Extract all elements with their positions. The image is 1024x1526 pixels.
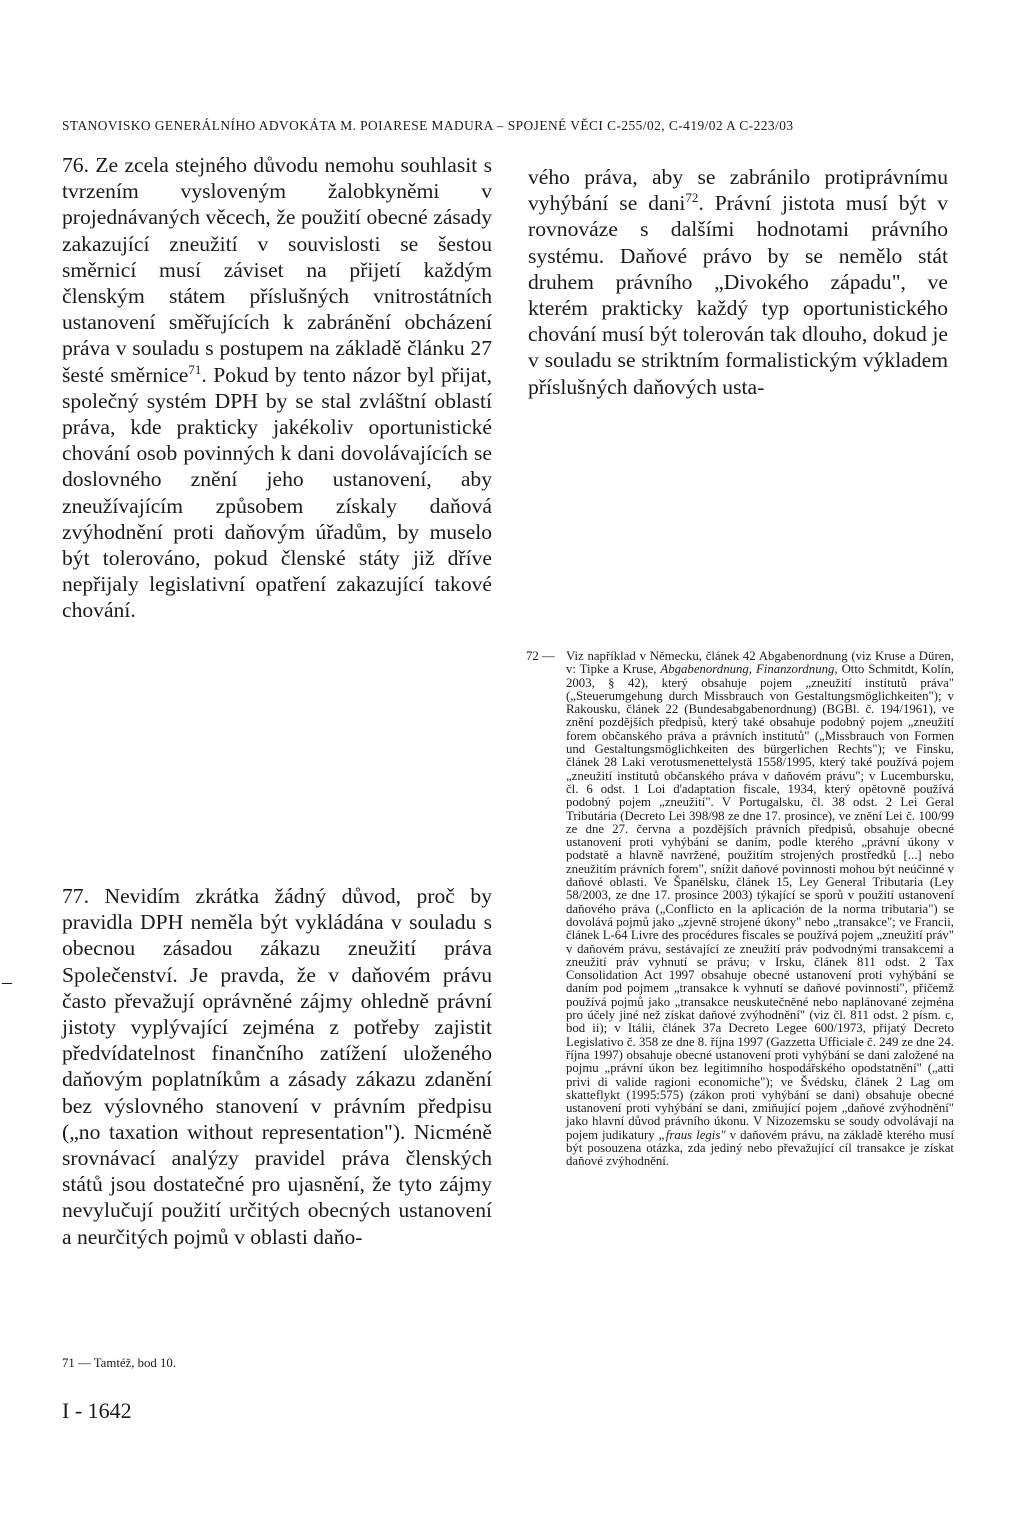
footnote-ref-71[interactable]: 71: [188, 361, 202, 377]
column-2-text-a: vého práva, aby se zabránilo protiprávnímu vyhýbání se dani: [528, 165, 948, 216]
paragraph-76-text-b: . Pokud by tento názor byl přijat, společný systém DPH by se stal zvláštní oblastí práva, kde prakticky jakékoliv oportunistické chování osob povinných k dani dovolávajících se doslovného znění jeho ustanovení, aby zneužívajícím způsobem získaly daňová zvýhodnění proti daňovým úřadům, by muselo být tolerováno, pokud členské státy již dříve nepřijaly legislativní opatření zakazující takové chování.: [62, 362, 492, 623]
footnote-ref-72[interactable]: 72: [685, 190, 699, 206]
paragraph-76-continuation: [528, 164, 948, 400]
footnote-72-italic-a: Abgabenordnung, Finanzordnung: [660, 662, 835, 677]
footnote-72-italic-b: „fraus legis": [658, 1127, 726, 1142]
paragraph-77: 77. Nevidím zkrátka žádný důvod, proč by pravidla DPH neměla být vykládána v souladu s obecnou zásadou zákazu zneužití práva Společenství. Je pravda, že v daňovém právu často převažují oprávněné zájmy ohledně právní jistoty vyplývající zejména z potřeby zajistit předvídatelnost finančního zatížení uloženého daňovým poplatníkům a zásady zákazu zdanění bez výslovného stanovení v právním předpisu („no taxation without representation"). Nicméně srovnávací analýzy pravidel práva členských států jsou dostatečné pro ujasnění, že tyto zájmy nevylučují použití určitých obecných ustanovení a neurčitých pojmů v oblasti daňo-: [62, 884, 492, 1249]
footnote-71: 71 — Tamtéž, bod 10.: [62, 1356, 177, 1370]
column-2-text-b: . Právní jistota musí být v rovnováze s dalšími hodnotami právního systému. Daňové právo by se nemělo stát druhem právního „Divokého západu", ve kterém prakticky každý typ oportunistického chování musí být tolerován tak dlouho, dokud je v souladu se striktním formalistickým výkladem příslušných daňových usta-: [528, 191, 949, 399]
footnote-72-text-b: , Otto Schmitdt, Kolín, 2003, § 42), který obsahuje pojem „zneužití institutů práva" („Steuerumgehung durch Missbrauch von Gestaltungsmöglichkeiten"); v Rakousku, článek 22 (Bundesabgabenordnung) (BGBl. č. 194/1961), ve znění pozdějších předpisů, který také obsahuje podobný pojem „zneužití forem občanského práva a právních institutů" („Missbrauch von Formen und Gestaltungsmöglichkeiten des bürgerlichen Rechts"); ve Finsku, článek 28 Laki verotusmenettelystä 1558/1995, který také používá pojem „zneužití institutů občanského práva v daňovém právu"; v Lucembursku, čl. 6 odst. 1 Loi d'adaptation fiscale, 1934, který opětovně používá podobný pojem „zneužití". V Portugalsku, čl. 38 odst. 2 Lei Geral Tributária (Decreto Lei 398/98 ze dne 17. prosince), ve znění Lei č. 100/99 ze dne 27. června a pozdějších právních předpisů, obsahuje obecné ustanovení proti vyhýbání se daním, podle kterého „právní úkony v podstatě a hlavně navržené, použitím strojených prostředků [...] nebo zneužitím právních forem", snížit daňové povinnosti mohou být neúčinné v daňové oblasti. Ve Španělsku, článek 15, Ley General Tributaria (Ley 58/2003, ze dne 17. prosince 2003) týkající se sporů v použití ustanovení daňového práva („Conflicto en la aplicación de la norma tributaria") se dovolává pojmů jako „zjevně strojené úkony" nebo „transakce"; ve Francii, článek L-64 Livre des procédures fiscales se používá pojem „zneužití práv" v daňovém právu, sestávající ze zneužití práv podvodnými transakcemi a zneužití práv vyhnutí se právu; v Irsku, článek 811 odst. 2 Tax Consolidation Act 1997 obsahuje obecné ustanovení proti vyhýbání se daním pod pojmem „transakce k vyhnutí se daňové povinnosti", přičemž používá pojmů jako „transakce neuskutečněné nebo naplánované zejména pro účely jiné než získat daňové zvýhodnění" (viz čl. 811 odst. 2 písm. c, bod ii); v Itálii, článek 37a Decreto Legee 600/1973, přijatý Decreto Legislativo č. 358 ze dne 8. října 1997 (Gazzetta Ufficiale č. 249 ze dne 24. října 1997) obsahuje obecné ustanovení proti vyhýbání se dani založené na pojmu „právní úkon bez legitimního hospodářského opodstatnění" („atti privi di valide ragioni economiche"); ve Švédsku, článek 2 Lag om skatteflykt (1995:575) (zákon proti vyhýbání se dani) obsahuje obecné ustanovení proti vyhýbání se dani, zmiňující pojem „daňové zvýhodnění" jako hlavní důvod právního úkonu. V Nizozemsku se soudy odvolávají na pojem judikatury: [566, 662, 955, 1142]
margin-mark: –: [2, 971, 12, 993]
footnote-72-text-c: v daňovém právu, na základě kterého musí být posouzena otázka, zda jediný nebo převažující cíl transakce je získat daňové zvýhodnění.: [566, 1127, 955, 1169]
running-header: STANOVISKO GENERÁLNÍHO ADVOKÁTA M. POIARESE MADURA – SPOJENÉ VĚCI C-255/02, C-419/02 A C-223/03: [62, 118, 794, 133]
footnote-72-text-a: Viz například v Německu, článek 42 Abgabenordnung (viz Kruse a Düren, v: Tipke a Kruse,: [566, 649, 954, 677]
page-number: I - 1642: [62, 1398, 132, 1423]
footnote-72-text: [566, 650, 954, 1169]
paragraph-76-text-a: 76. Ze zcela stejného důvodu nemohu souhlasit s tvrzením vysloveným žalobkyněmi v projednávaných věcech, že použití obecné zásady zakazující zneužití v souvislosti se šestou směrnicí musí záviset na přijetí každým členským státem příslušných vnitrostátních ustanovení směřujících k zabránění obcházení práva v souladu s postupem na základě článku 27 šesté směrnice: [62, 153, 492, 387]
footnote-72-number: 72 —: [526, 649, 555, 663]
paragraph-76: [62, 152, 492, 624]
